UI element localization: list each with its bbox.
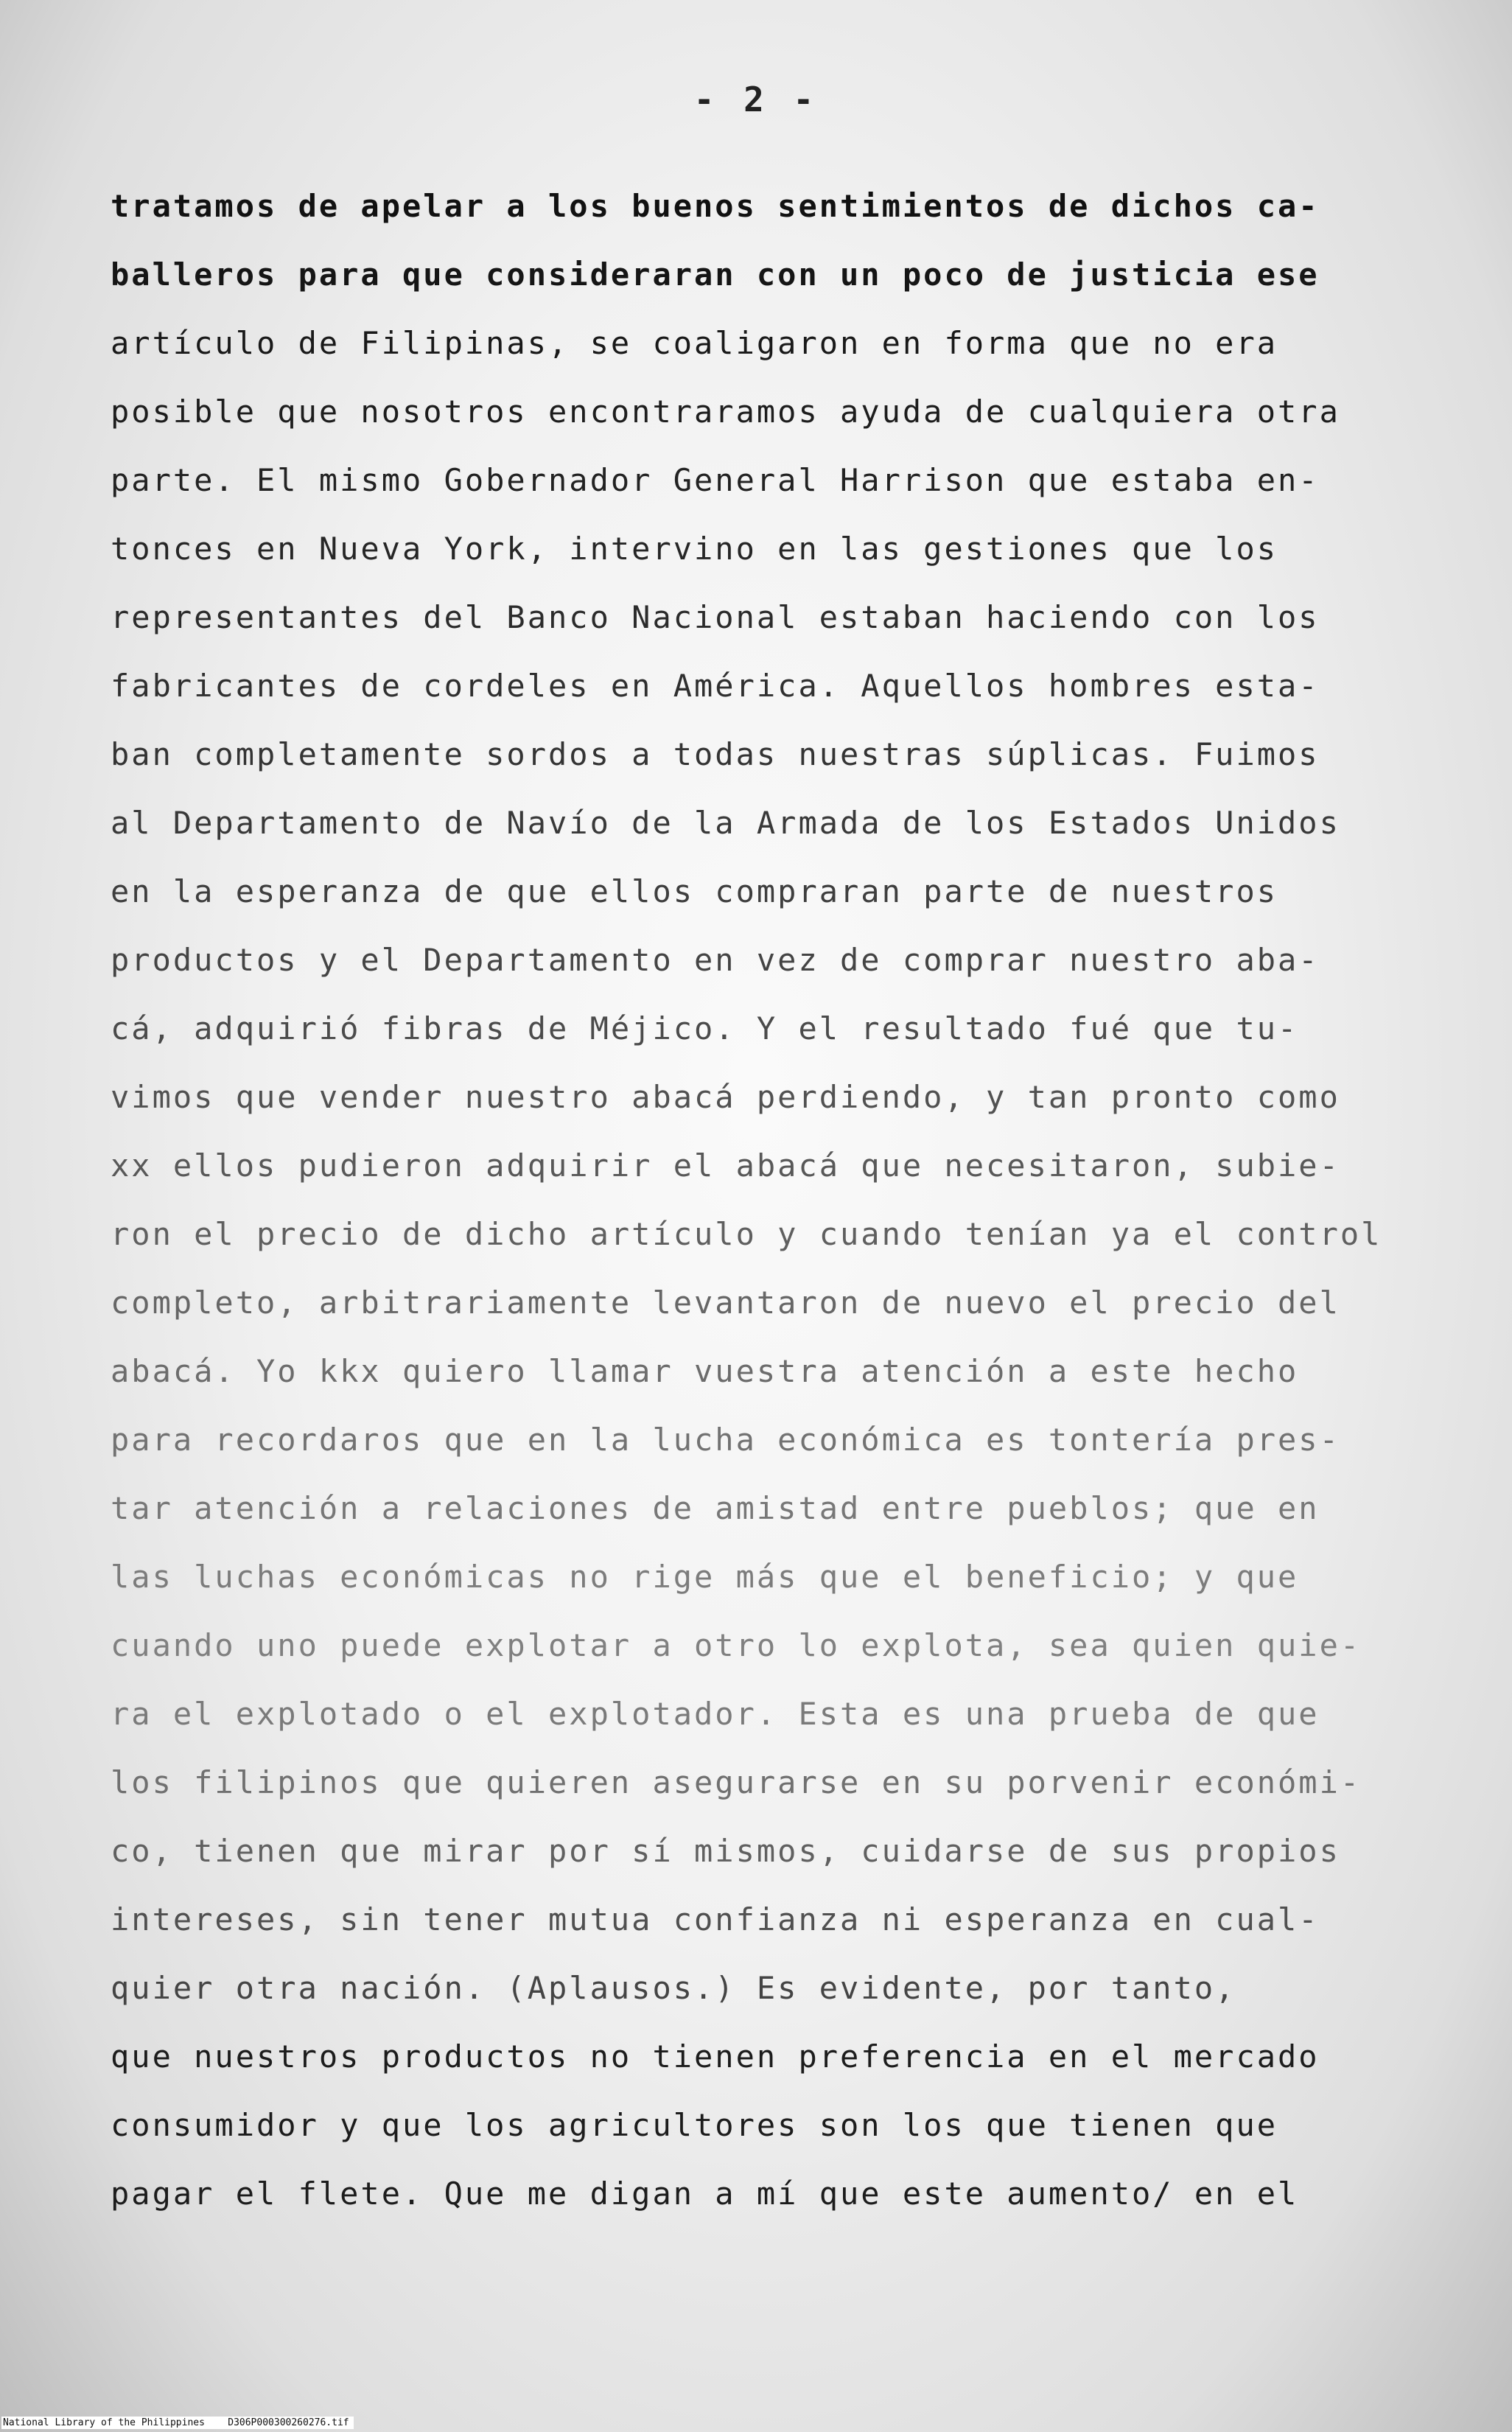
text-line: artículo de Filipinas, se coaligaron en forma que no era <box>111 325 1278 361</box>
text-line: tar atención a relaciones de amistad entre pueblos; que en <box>111 1490 1320 1526</box>
text-line: xx ellos pudieron adquirir el abacá que necesitaron, subie- <box>111 1147 1340 1184</box>
text-line: consumidor y que los agricultores son los que tienen que <box>111 2107 1278 2143</box>
text-line: para recordaros que en la lucha económica es tontería pres- <box>111 1422 1340 1458</box>
text-line: pagar el flete. Que me digan a mí que este aumento/ en el <box>111 2176 1299 2212</box>
text-line: productos y el Departamento en vez de comprar nuestro aba- <box>111 942 1320 978</box>
text-line: quier otra nación. (Aplausos.) Es evidente, por tanto, <box>111 1970 1236 2006</box>
text-line: tonces en Nueva York, intervino en las gestiones que los <box>111 531 1278 567</box>
text-line: ron el precio de dicho artículo y cuando tenían ya el control <box>111 1216 1382 1252</box>
archive-footer <box>1 2417 354 2429</box>
text-line: en la esperanza de que ellos compraran parte de nuestros <box>111 873 1278 909</box>
text-line: balleros para que consideraran con un poco de justicia ese <box>111 256 1320 293</box>
text-line: co, tienen que mirar por sí mismos, cuidarse de sus propios <box>111 1833 1340 1869</box>
file-name: D306P000300260276.tif <box>228 2417 349 2428</box>
text-line: al Departamento de Navío de la Armada de los Estados Unidos <box>111 805 1340 841</box>
text-line: cá, adquirió fibras de Méjico. Y el resultado fué que tu- <box>111 1010 1299 1046</box>
text-line: intereses, sin tener mutua confianza ni esperanza en cual- <box>111 1901 1320 1937</box>
text-line: abacá. Yo kkx quiero llamar vuestra atención a este hecho <box>111 1353 1299 1389</box>
text-line: cuando uno puede explotar a otro lo explota, sea quien quie- <box>111 1627 1362 1663</box>
text-line: ban completamente sordos a todas nuestras súplicas. Fuimos <box>111 736 1320 772</box>
text-line: las luchas económicas no rige más que el beneficio; y que <box>111 1559 1299 1595</box>
text-line: tratamos de apelar a los buenos sentimientos de dichos ca- <box>111 188 1320 224</box>
text-line: posible que nosotros encontraramos ayuda de cualquiera otra <box>111 394 1340 430</box>
text-line: parte. El mismo Gobernador General Harrison que estaba en- <box>111 462 1320 498</box>
body-text <box>111 184 1407 2240</box>
page-number: - 2 - <box>693 80 819 119</box>
text-line: los filipinos que quieren asegurarse en su porvenir económi- <box>111 1764 1362 1800</box>
text-line: completo, arbitrariamente levantaron de nuevo el precio del <box>111 1285 1340 1321</box>
library-name: National Library of the Philippines <box>3 2417 205 2428</box>
text-line: que nuestros productos no tienen preferencia en el mercado <box>111 2038 1320 2075</box>
text-line: representantes del Banco Nacional estaban haciendo con los <box>111 599 1320 635</box>
text-line: vimos que vender nuestro abacá perdiendo, y tan pronto como <box>111 1079 1340 1115</box>
text-line: fabricantes de cordeles en América. Aquellos hombres esta- <box>111 668 1320 704</box>
text-line: ra el explotado o el explotador. Esta es una prueba de que <box>111 1696 1320 1732</box>
